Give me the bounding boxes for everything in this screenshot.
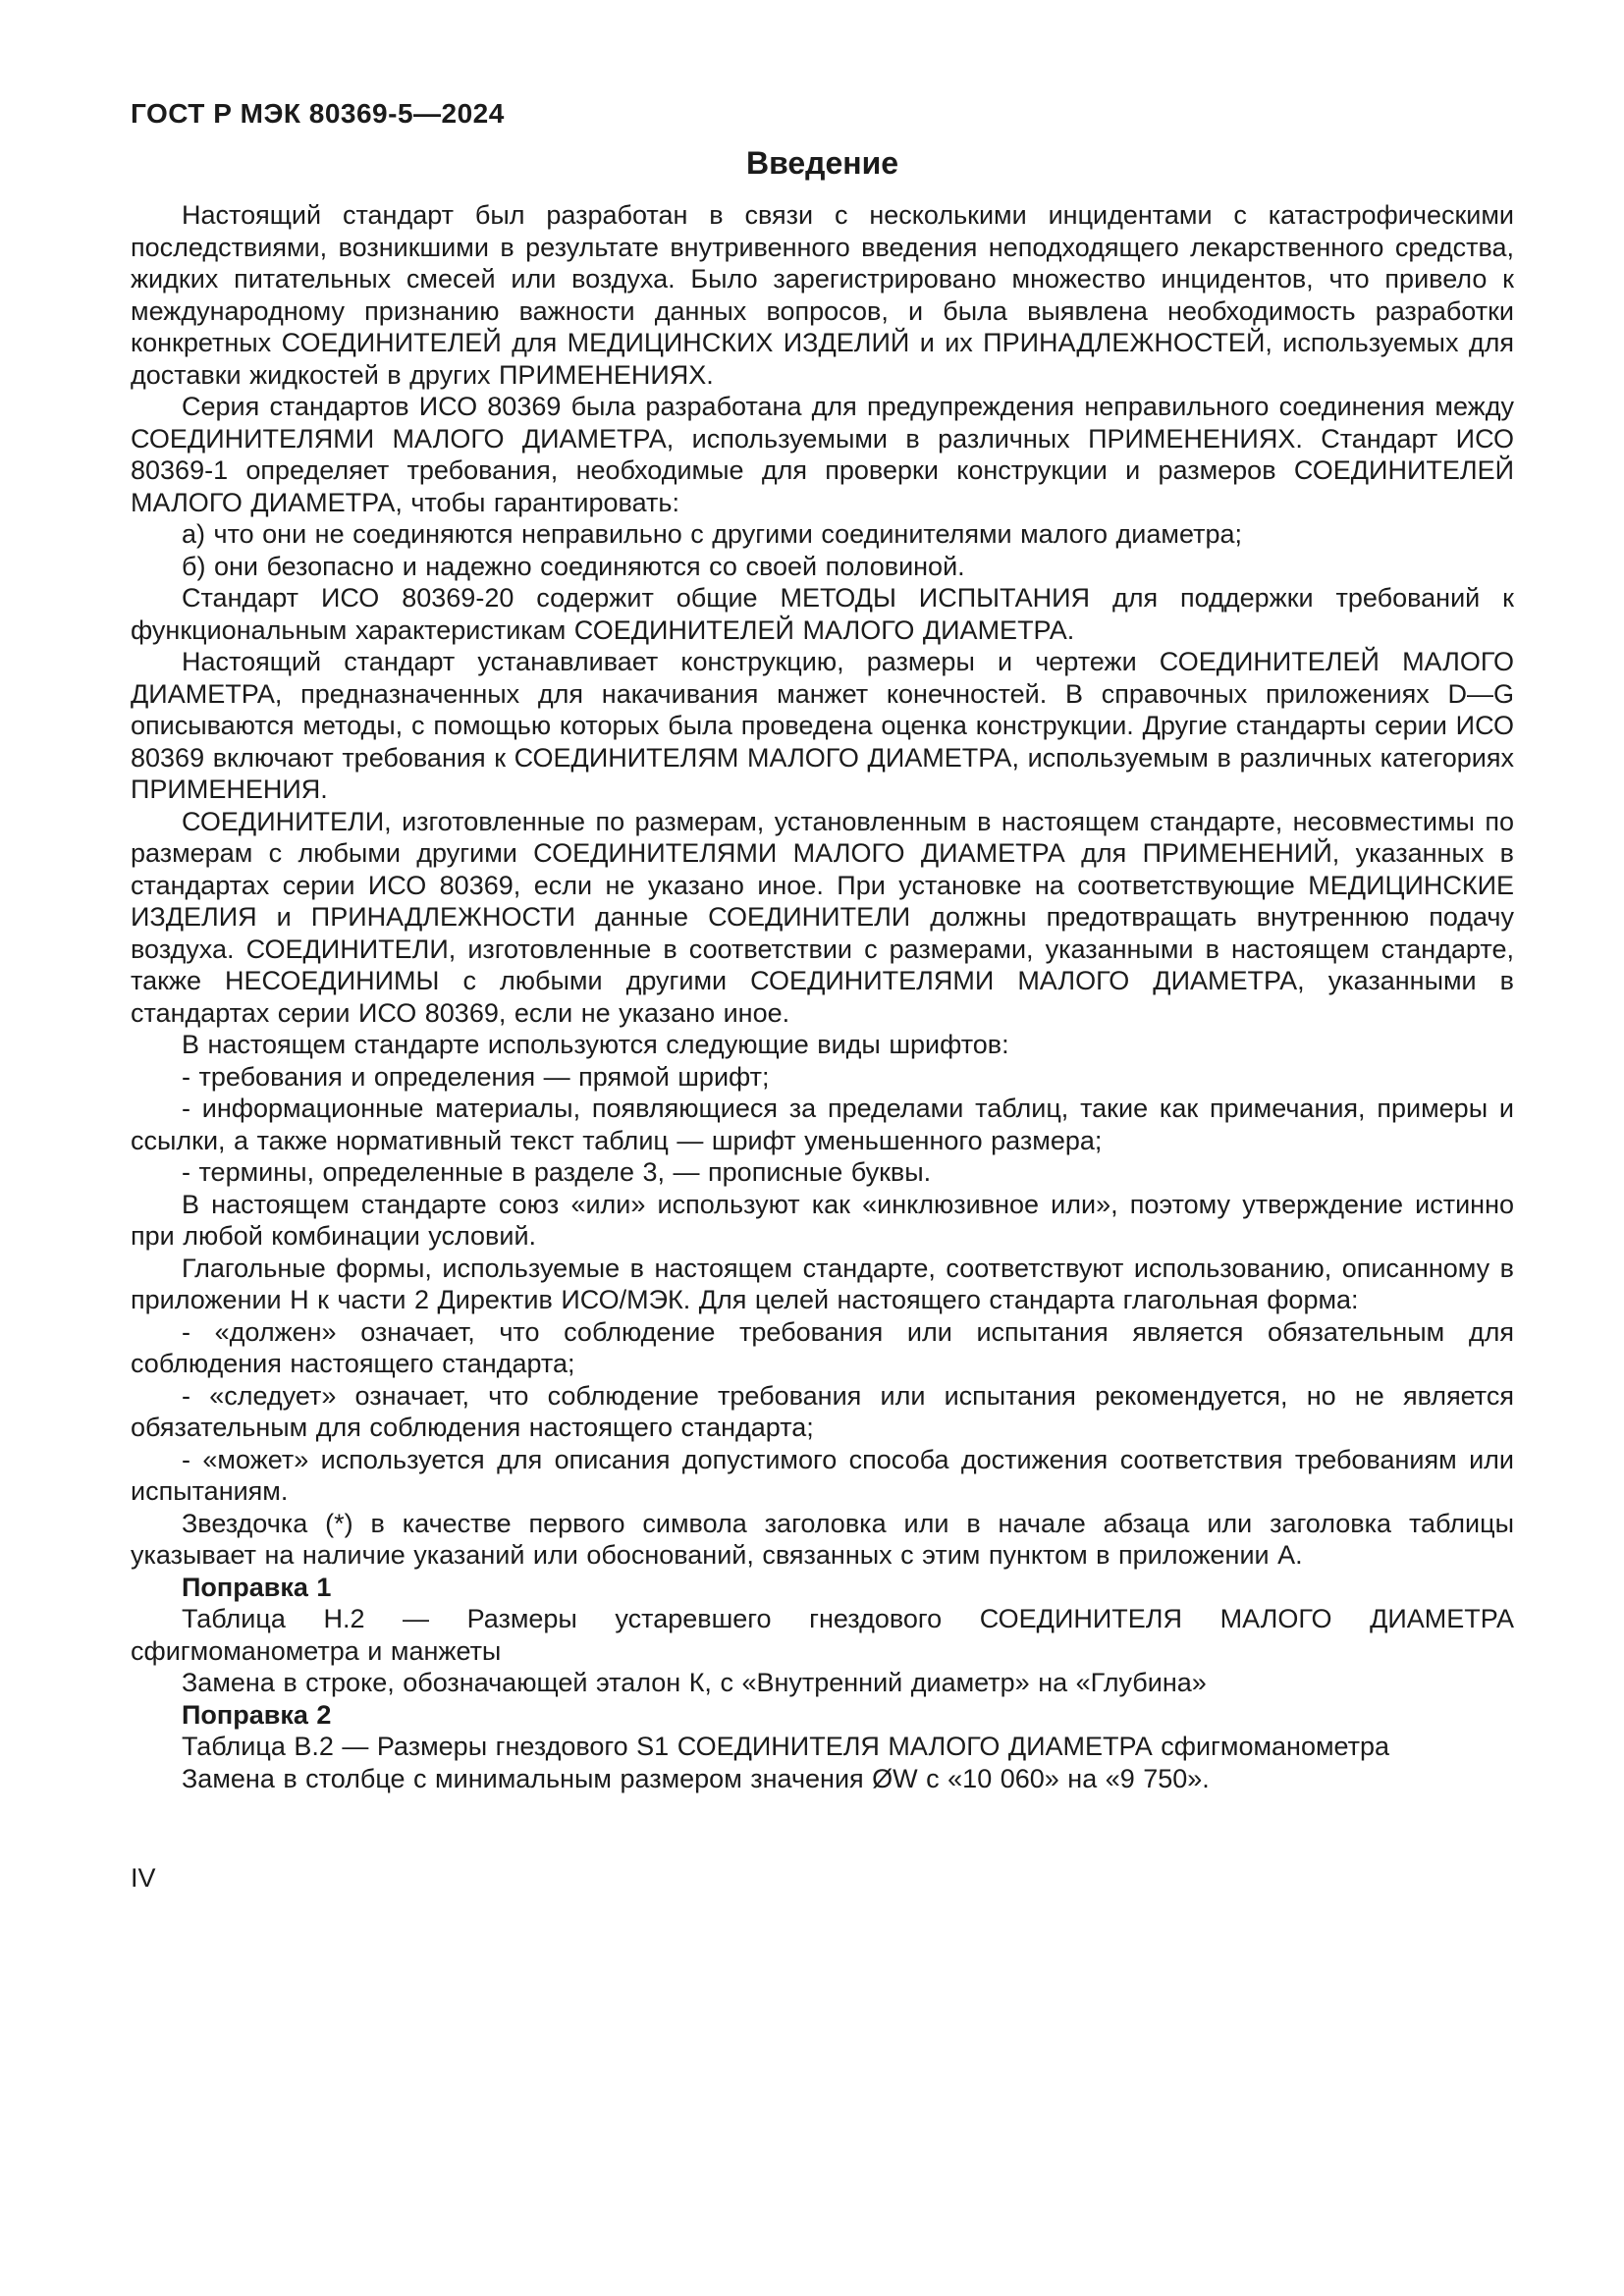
paragraph: Таблица В.2 — Размеры гнездового S1 СОЕДИНИТЕЛЯ МАЛОГО ДИАМЕТРА сфигмоманометра	[182, 1732, 1390, 1761]
paragraph: Замена в строке, обозначающей эталон К, с «Внутренний диаметр» на «Глубина»	[182, 1668, 1207, 1697]
paragraph: Таблица Н.2 — Размеры устаревшего гнездового СОЕДИНИТЕЛЯ МАЛОГО ДИАМЕТРА сфигмоманометра и манжеты	[131, 1604, 1514, 1666]
paragraph: В настоящем стандарте союз «или» используют как «инклюзивное или», поэтому утверждение истинно при любой комбинации условий.	[131, 1189, 1514, 1251]
paragraph: Замена в столбце с минимальным размером значения ØW с «10 060» на «9 750».	[182, 1763, 1210, 1793]
paragraph: Стандарт ИСО 80369-20 содержит общие МЕТОДЫ ИСПЫТАНИЯ для поддержки требований к функциональным характеристикам СОЕДИНИТЕЛЕЙ МАЛОГО ДИАМЕТРА.	[131, 583, 1514, 645]
paragraph: Настоящий стандарт устанавливает конструкцию, размеры и чертежи СОЕДИНИТЕЛЕЙ МАЛОГО ДИАМЕТРА, предназначенных для накачивания манжет конечностей. В справочных приложениях D—G описываются методы, с помощью которых была проведена оценка конструкции. Другие стандарты серии ИСО 80369 включают требования к СОЕДИНИТЕЛЯМ МАЛОГО ДИАМЕТРА, используемым в различных категориях ПРИМЕНЕНИЯ.	[131, 647, 1514, 804]
list-item: - требования и определения — прямой шрифт;	[182, 1061, 770, 1092]
page-number: IV	[131, 1863, 156, 1893]
amendment-heading: Поправка 1	[182, 1572, 332, 1602]
paragraph: Настоящий стандарт был разработан в связи с несколькими инцидентами с катастрофическими последствиями, возникшими в результате внутривенного введения неподходящего лекарственного средства, жидких питательных смесей или воздуха. Было зарегистрировано множество инцидентов, что привело к международному признанию важности данных вопросов, и была выявлена необходимость разработки конкретных СОЕДИНИТЕЛЕЙ для МЕДИЦИНСКИХ ИЗДЕЛИЙ и их ПРИНАДЛЕЖНОСТЕЙ, используемых для доставки жидкостей в других ПРИМЕНЕНИЯХ.	[131, 200, 1514, 390]
paragraph: Глагольные формы, используемые в настоящем стандарте, соответствуют использованию, описанному в приложении Н к части 2 Директив ИСО/МЭК. Для целей настоящего стандарта глагольная форма:	[131, 1253, 1514, 1314]
list-item: - «может» используется для описания допустимого способа достижения соответствия требованиям или испытаниям.	[131, 1444, 1514, 1506]
list-item: - информационные материалы, появляющиеся за пределами таблиц, такие как примечания, примеры и ссылки, а также нормативный текст таблиц — шрифт уменьшенного размера;	[131, 1094, 1514, 1155]
page-title: Введение	[745, 145, 899, 181]
document-body	[131, 199, 1514, 1794]
list-item: - «следует» означает, что соблюдение требования или испытания рекомендуется, но не является обязательным для соблюдения настоящего стандарта;	[131, 1380, 1514, 1442]
amendment-heading: Поправка 2	[182, 1699, 332, 1730]
list-item: а) что они не соединяются неправильно с другими соединителями малого диаметра;	[182, 519, 1242, 549]
list-item: - термины, определенные в разделе 3, — прописные буквы.	[182, 1157, 932, 1187]
paragraph: СОЕДИНИТЕЛИ, изготовленные по размерам, установленным в настоящем стандарте, несовместимы по размерам с любыми другими СОЕДИНИТЕЛЯМИ МАЛОГО ДИАМЕТРА для ПРИМЕНЕНИЙ, указанных в стандартах серии ИСО 80369, если не указано иное. При установке на соответствующие МЕДИЦИНСКИЕ ИЗДЕЛИЯ и ПРИНАДЛЕЖНОСТИ данные СОЕДИНИТЕЛИ должны предотвращать внутреннюю подачу воздуха. СОЕДИНИТЕЛИ, изготовленные в соответствии с размерами, указанными в настоящем стандарте, также НЕСОЕДИНИМЫ с любыми другими СОЕДИНИТЕЛЯМИ МАЛОГО ДИАМЕТРА, указанными в стандартах серии ИСО 80369, если не указано иное.	[131, 806, 1514, 1028]
document-designation: ГОСТ Р МЭК 80369-5—2024	[131, 98, 505, 129]
paragraph: В настоящем стандарте используются следующие виды шрифтов:	[182, 1030, 1009, 1059]
paragraph: Звездочка (*) в качестве первого символа заголовка или в начале абзаца или заголовка таблицы указывает на наличие указаний или обоснований, связанных с этим пунктом в приложении А.	[131, 1508, 1514, 1570]
paragraph: Серия стандартов ИСО 80369 была разработана для предупреждения неправильного соединения между СОЕДИНИТЕЛЯМИ МАЛОГО ДИАМЕТРА, используемыми в различных ПРИМЕНЕНИЯХ. Стандарт ИСО 80369-1 определяет требования, необходимые для проверки конструкции и размеров СОЕДИНИТЕЛЕЙ МАЛОГО ДИАМЕТРА, чтобы гарантировать:	[131, 392, 1514, 517]
list-item: б) они безопасно и надежно соединяются со своей половиной.	[182, 551, 965, 581]
list-item: - «должен» означает, что соблюдение требования или испытания является обязательным для соблюдения настоящего стандарта;	[131, 1316, 1514, 1378]
